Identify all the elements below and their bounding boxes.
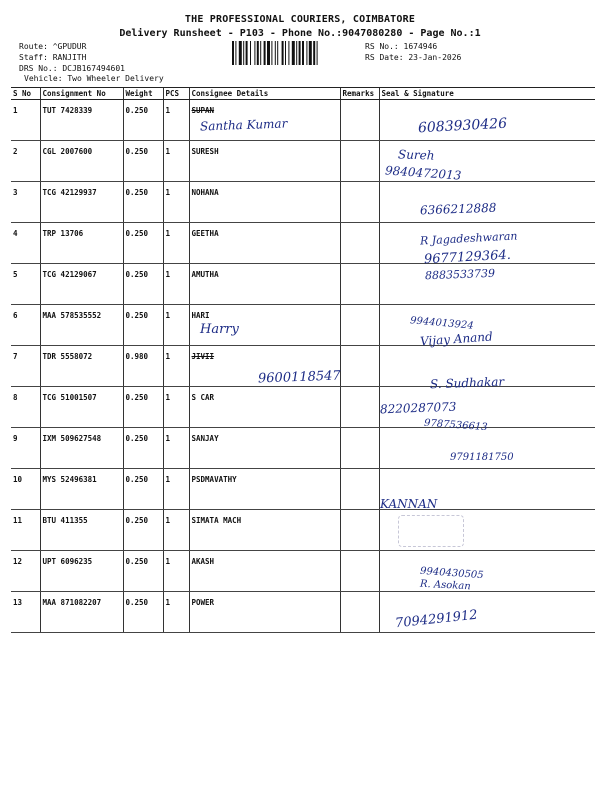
cell-weight <box>123 428 163 469</box>
cell-remarks <box>340 551 379 592</box>
cell-sno-text: 12 <box>13 557 23 566</box>
cell-consignment-no-text: TCG 51001507 <box>42 393 97 402</box>
cell-weight <box>123 141 163 182</box>
cell-consignment-no-text: CGL 2007600 <box>42 147 93 156</box>
cell-sno <box>11 182 40 223</box>
runsheet-title: Delivery Runsheet - P103 - Phone No.:9047080280 - Page No.:1 <box>119 28 481 39</box>
barcode-bar <box>309 41 312 65</box>
cell-weight <box>123 469 163 510</box>
cell-weight <box>123 387 163 428</box>
cell-remarks <box>340 510 379 551</box>
cell-sno <box>11 510 40 551</box>
cell-consignment-no <box>40 305 123 346</box>
cell-pcs-text: 1 <box>165 475 171 484</box>
cell-consignee-text: PSDMAVATHY <box>191 475 237 484</box>
rs-date: RS Date: 23-Jan-2026 <box>365 53 462 62</box>
cell-sno <box>11 305 40 346</box>
cell-pcs-text: 1 <box>165 106 171 115</box>
cell-consignee <box>189 592 340 633</box>
delivery-table <box>11 87 595 633</box>
cell-weight-text: 0.250 <box>125 106 149 115</box>
cell-remarks <box>340 182 379 223</box>
cell-consignee-text: HARI <box>191 311 210 320</box>
cell-sno-text: 4 <box>13 229 18 238</box>
cell-seal-signature <box>379 100 595 141</box>
cell-sno <box>11 346 40 387</box>
cell-seal-signature <box>379 223 595 264</box>
runsheet-info-left <box>19 41 125 74</box>
cell-consignee <box>189 305 340 346</box>
table-row <box>11 592 595 633</box>
cell-pcs <box>163 428 189 469</box>
barcode-bar <box>296 41 297 65</box>
cell-consignment-no <box>40 264 123 305</box>
barcode-bar <box>257 41 259 65</box>
cell-remarks <box>340 469 379 510</box>
table-row <box>11 387 595 428</box>
barcode-bar <box>299 41 301 65</box>
cell-pcs-text: 1 <box>165 229 171 238</box>
handwritten-annotation: 9791181750 <box>450 452 514 463</box>
cell-consignment-no <box>40 182 123 223</box>
cell-seal-signature <box>379 428 595 469</box>
cell-consignment-no-text: TRP 13706 <box>42 229 84 238</box>
cell-consignee <box>189 100 340 141</box>
cell-pcs <box>163 305 189 346</box>
col-consignment: Consignment No <box>40 88 123 100</box>
handwritten-annotation: 9840472013 <box>384 163 462 183</box>
cell-consignee-text: NOHANA <box>191 188 219 197</box>
cell-pcs <box>163 551 189 592</box>
staff-label: Staff: RANJITH <box>19 53 87 62</box>
cell-remarks <box>340 264 379 305</box>
cell-remarks <box>340 387 379 428</box>
cell-remarks <box>340 141 379 182</box>
cell-sno-text: 6 <box>13 311 18 320</box>
cell-consignment-no <box>40 141 123 182</box>
handwritten-annotation: 9787536613 <box>423 417 488 434</box>
cell-weight-text: 0.250 <box>125 393 149 402</box>
barcode-bar <box>246 41 248 65</box>
cell-consignee <box>189 510 340 551</box>
cell-sno-text: 3 <box>13 188 18 197</box>
cell-seal-signature <box>379 551 595 592</box>
cell-remarks <box>340 346 379 387</box>
cell-weight <box>123 510 163 551</box>
cell-consignee-text: AMUTHA <box>191 270 219 279</box>
handwritten-annotation: 8220287073 <box>379 399 457 417</box>
barcode-bar <box>264 41 266 65</box>
cell-consignment-no <box>40 510 123 551</box>
barcode <box>232 41 360 65</box>
table-row <box>11 469 595 510</box>
cell-seal-signature <box>379 141 595 182</box>
cell-remarks <box>340 428 379 469</box>
table-row <box>11 428 595 469</box>
cell-pcs <box>163 592 189 633</box>
cell-weight <box>123 264 163 305</box>
table-row <box>11 551 595 592</box>
cell-consignee-text: AKASH <box>191 557 215 566</box>
handwritten-annotation: Harry <box>200 322 239 337</box>
cell-consignment-no-text: MYS 52496381 <box>42 475 97 484</box>
cell-pcs-text: 1 <box>165 188 171 197</box>
cell-weight <box>123 223 163 264</box>
barcode-bar <box>260 41 261 65</box>
col-weight: Weight <box>123 88 163 100</box>
cell-pcs <box>163 264 189 305</box>
table-row <box>11 510 595 551</box>
cell-sno <box>11 223 40 264</box>
cell-pcs <box>163 223 189 264</box>
table-header-row <box>11 88 595 100</box>
handwritten-annotation: KANNAN <box>380 497 438 511</box>
cell-sno-text: 8 <box>13 393 18 402</box>
handwritten-annotation: Sureh <box>397 147 435 163</box>
cell-weight-text: 0.250 <box>125 229 149 238</box>
cell-pcs-text: 1 <box>165 311 171 320</box>
cell-seal-signature <box>379 592 595 633</box>
cell-seal-signature <box>379 182 595 223</box>
barcode-bar <box>271 41 272 65</box>
cell-pcs-text: 1 <box>165 270 171 279</box>
barcode-bar <box>302 41 304 65</box>
route-label: Route: ^GPUDUR <box>19 42 87 51</box>
cell-consignee <box>189 264 340 305</box>
company-title: THE PROFESSIONAL COURIERS, COIMBATORE <box>184 14 416 25</box>
col-seal-signature: Seal & Signature <box>379 88 595 100</box>
table-row <box>11 182 595 223</box>
cell-consignee-text: SANJAY <box>191 434 219 443</box>
cell-seal-signature <box>379 346 595 387</box>
cell-consignment-no-text: BTU 411355 <box>42 516 88 525</box>
handwritten-annotation: 6366212888 <box>419 200 497 218</box>
table-row <box>11 223 595 264</box>
barcode-bar <box>275 41 276 65</box>
cell-consignment-no-text: MAA 578535552 <box>42 311 102 320</box>
cell-seal-signature <box>379 469 595 510</box>
handwritten-annotation: 9944013924 <box>409 315 474 332</box>
cell-seal-signature <box>379 264 595 305</box>
rs-number: RS No.: 1674946 <box>365 42 438 51</box>
cell-weight <box>123 592 163 633</box>
handwritten-annotation: R. Asokan <box>419 578 471 593</box>
cell-seal-signature <box>379 305 595 349</box>
cell-pcs-text: 1 <box>165 434 171 443</box>
table-row <box>11 264 595 305</box>
cell-sno <box>11 264 40 305</box>
drs-number: DRS No.: DCJB167494601 <box>19 64 125 73</box>
table-row <box>11 305 595 346</box>
handwritten-annotation: S. Sudhakar <box>429 374 505 392</box>
cell-sno <box>11 469 40 510</box>
cell-weight-text: 0.250 <box>125 434 149 443</box>
cell-pcs <box>163 387 189 428</box>
cell-consignment-no-text: TCG 42129067 <box>42 270 97 279</box>
cell-weight-text: 0.250 <box>125 270 149 279</box>
cell-remarks <box>340 592 379 633</box>
barcode-bar <box>250 41 251 65</box>
table-row <box>11 100 595 141</box>
cell-sno <box>11 141 40 182</box>
cell-remarks <box>340 223 379 264</box>
table-row <box>11 346 595 387</box>
cell-weight-text: 0.250 <box>125 557 149 566</box>
cell-sno-text: 10 <box>13 475 23 484</box>
cell-consignee <box>189 141 340 182</box>
cell-consignee-text: POWER <box>191 598 215 607</box>
cell-consignment-no <box>40 346 123 387</box>
cell-consignee-text: S CAR <box>191 393 215 402</box>
cell-sno-text: 9 <box>13 434 18 443</box>
handwritten-annotation: R Jagadeshwaran <box>419 229 518 248</box>
barcode-bar <box>277 41 278 65</box>
cell-consignment-no-text: TCG 42129937 <box>42 188 97 197</box>
cell-consignment-no <box>40 428 123 469</box>
cell-consignment-no-text: MAA 871082207 <box>42 598 102 607</box>
cell-pcs-text: 1 <box>165 516 171 525</box>
barcode-bar <box>292 41 295 65</box>
cell-consignment-no-text: IXM 509627548 <box>42 434 102 443</box>
handwritten-annotation: 7094291912 <box>394 607 479 632</box>
barcode-bar <box>306 41 307 65</box>
cell-consignment-no <box>40 592 123 633</box>
handwritten-annotation: 6083930426 <box>417 115 508 137</box>
cell-pcs-text: 1 <box>165 147 171 156</box>
barcode-bar <box>254 41 255 65</box>
cell-remarks <box>340 100 379 141</box>
cell-consignee <box>189 551 340 592</box>
cell-pcs-text: 1 <box>165 557 171 566</box>
cell-pcs <box>163 182 189 223</box>
cell-consignee <box>189 182 340 223</box>
cell-consignee-text: JIVII <box>191 352 215 361</box>
barcode-bar <box>288 41 289 65</box>
cell-pcs <box>163 510 189 551</box>
cell-consignment-no <box>40 223 123 264</box>
col-pcs: PCS <box>163 88 189 100</box>
cell-sno <box>11 592 40 633</box>
col-sno: S No <box>11 88 40 100</box>
cell-consignment-no <box>40 100 123 141</box>
cell-weight-text: 0.250 <box>125 475 149 484</box>
cell-consignment-no-text: TUT 7428339 <box>42 106 93 115</box>
barcode-bar <box>267 41 270 65</box>
cell-consignee <box>189 469 340 510</box>
cell-consignment-no <box>40 469 123 510</box>
cell-consignee <box>189 223 340 264</box>
cell-weight-text: 0.250 <box>125 516 149 525</box>
cell-consignment-no <box>40 387 123 428</box>
col-remarks: Remarks <box>340 88 379 100</box>
barcode-bar <box>239 41 242 65</box>
cell-sno-text: 11 <box>13 516 23 525</box>
cell-sno-text: 5 <box>13 270 18 279</box>
cell-sno <box>11 387 40 428</box>
cell-sno <box>11 428 40 469</box>
cell-sno <box>11 100 40 141</box>
cell-consignee <box>189 428 340 469</box>
barcode-bar <box>282 41 284 65</box>
cell-weight-text: 0.250 <box>125 147 149 156</box>
cell-pcs-text: 1 <box>165 352 171 361</box>
cell-consignee-text: SUPAN <box>191 106 215 115</box>
cell-sno-text: 1 <box>13 106 18 115</box>
cell-weight-text: 0.980 <box>125 352 149 361</box>
barcode-bar <box>232 41 234 65</box>
col-consignee: Consignee Details <box>189 88 340 100</box>
cell-weight-text: 0.250 <box>125 188 149 197</box>
cell-consignment-no-text: UPT 6096235 <box>42 557 93 566</box>
barcode-bar <box>313 41 315 65</box>
table-row <box>11 141 595 182</box>
handwritten-annotation: Vijay Anand <box>419 329 494 349</box>
barcode-bar <box>243 41 244 65</box>
handwritten-annotation: 8883533739 <box>424 266 496 283</box>
cell-pcs <box>163 346 189 387</box>
cell-seal-signature <box>379 387 595 428</box>
cell-consignee-text: SIMATA MACH <box>191 516 242 525</box>
handwritten-annotation: Santha Kumar <box>199 116 288 134</box>
cell-sno <box>11 551 40 592</box>
cell-weight <box>123 305 163 346</box>
cell-weight <box>123 346 163 387</box>
cell-consignment-no-text: TDR 5558072 <box>42 352 93 361</box>
cell-sno-text: 7 <box>13 352 18 361</box>
handwritten-annotation: 9677129364. <box>423 247 512 268</box>
handwritten-annotation: 9940430505 <box>419 565 484 582</box>
barcode-bar <box>317 41 318 65</box>
barcode-bar <box>285 41 286 65</box>
cell-pcs-text: 1 <box>165 598 171 607</box>
cell-consignment-no <box>40 551 123 592</box>
cell-consignee-text: SURESH <box>191 147 219 156</box>
cell-pcs <box>163 141 189 182</box>
cell-pcs <box>163 100 189 141</box>
cell-weight <box>123 182 163 223</box>
cell-remarks <box>340 305 379 346</box>
runsheet-info-right <box>365 41 461 63</box>
barcode-bar <box>235 41 236 65</box>
vehicle-label: Vehicle: Two Wheeler Delivery <box>24 74 164 83</box>
cell-pcs-text: 1 <box>165 393 171 402</box>
cell-weight <box>123 100 163 141</box>
cell-sno-text: 2 <box>13 147 18 156</box>
cell-weight-text: 0.250 <box>125 311 149 320</box>
cell-pcs <box>163 469 189 510</box>
seal-stamp <box>398 515 464 547</box>
handwritten-annotation: 9600118547 <box>257 368 341 387</box>
cell-consignee <box>189 346 340 387</box>
cell-consignee-text: GEETHA <box>191 229 219 238</box>
cell-consignee <box>189 387 340 428</box>
cell-weight-text: 0.250 <box>125 598 149 607</box>
cell-sno-text: 13 <box>13 598 23 607</box>
cell-weight <box>123 551 163 592</box>
